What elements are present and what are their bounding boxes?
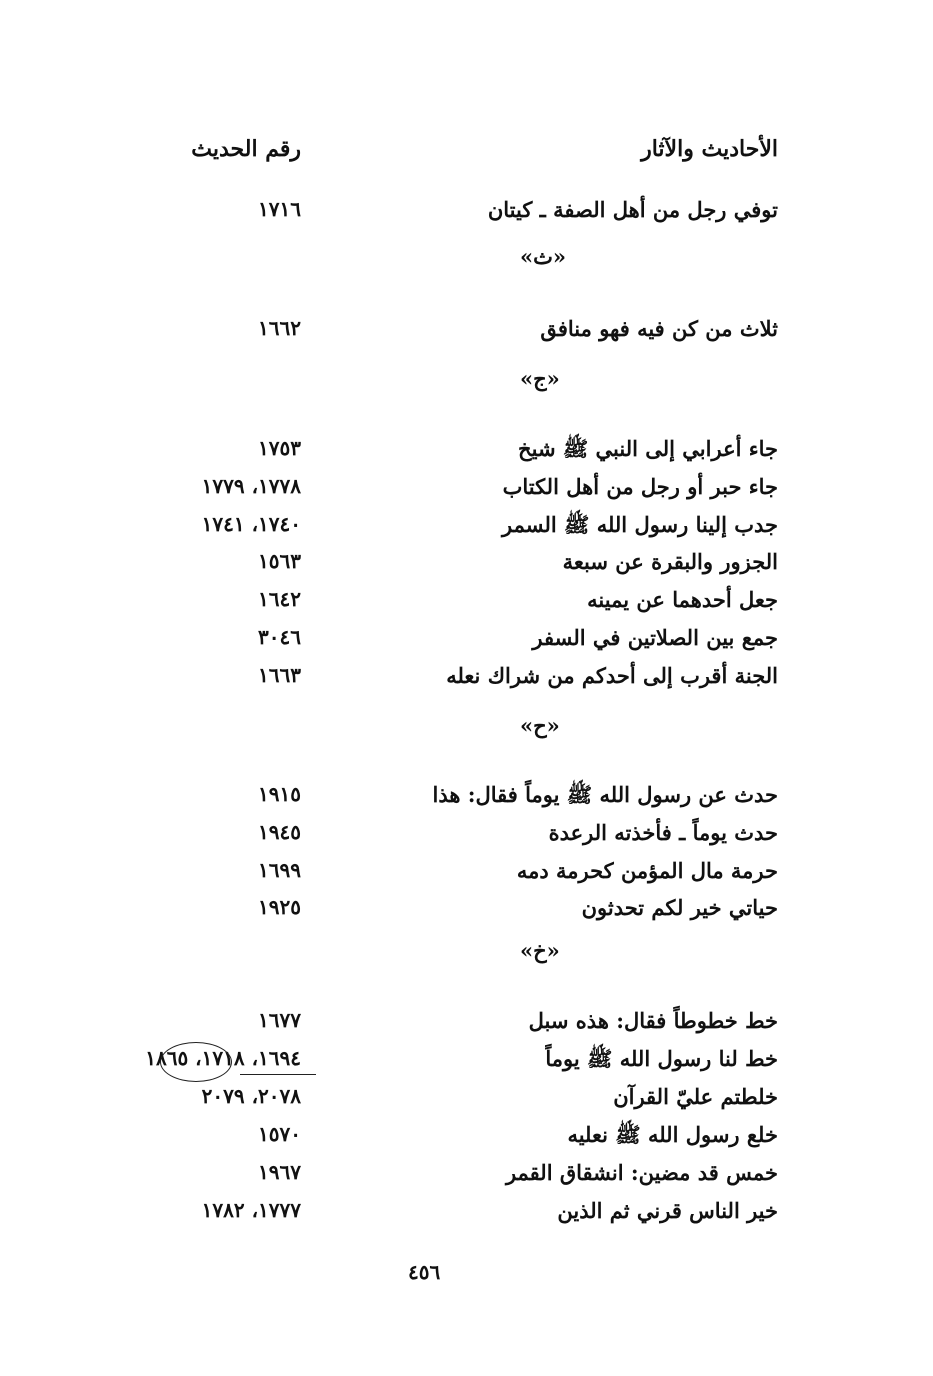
handwritten-underline-mark <box>240 1074 316 1075</box>
hadith-text: خلع رسول الله ﷺ نعليه <box>567 1122 778 1147</box>
hadith-number: ١٧٤٠، ١٧٤١ <box>201 512 301 536</box>
hadith-text: جدب إلينا رسول الله ﷺ السمر <box>502 512 778 537</box>
hadith-text: جعل أحدهما عن يمينه <box>587 587 778 612</box>
handwritten-circle-mark <box>160 1042 232 1082</box>
hadith-text: ثلاث من كن فيه فهو منافق <box>540 316 778 341</box>
hadith-text: حدث يوماً ـ فأخذته الرعدة <box>548 820 778 845</box>
hadith-text: حدث عن رسول الله ﷺ يوماً فقال: هذا <box>432 782 778 807</box>
hadith-text: خلطتم عليّ القرآن <box>613 1084 778 1109</box>
hadith-number: ١٩٢٥ <box>258 895 301 919</box>
hadith-text: خط خطوطاً فقال: هذه سبل <box>528 1008 778 1033</box>
hadith-text: جاء حبر أو رجل من أهل الكتاب <box>502 474 778 499</box>
section-letter: «ث» <box>520 244 567 269</box>
hadith-number: ٢٠٧٨، ٢٠٧٩ <box>201 1084 301 1108</box>
hadith-number: ١٦٧٧ <box>258 1008 301 1032</box>
hadith-number: ١٦٩٤، ١٧١٨، ١٨٦٥ <box>145 1046 301 1070</box>
hadith-text: خط لنا رسول الله ﷺ يوماً <box>545 1046 778 1071</box>
hadith-number: ٣٠٤٦ <box>258 625 301 649</box>
hadith-number: ١٩١٥ <box>258 782 301 806</box>
hadith-number: ١٦٩٩ <box>258 858 301 882</box>
hadith-text: حرمة مال المؤمن كحرمة دمه <box>516 858 778 883</box>
section-letter: «خ» <box>520 938 560 963</box>
hadith-number: ١٩٦٧ <box>258 1160 301 1184</box>
hadith-number: ١٦٦٢ <box>258 316 301 340</box>
section-letter: «ج» <box>520 366 560 391</box>
column-header-number: رقم الحديث <box>191 136 301 162</box>
hadith-text: حياتي خير لكم تحدثون <box>581 895 778 920</box>
hadith-number: ١٩٤٥ <box>258 820 301 844</box>
hadith-text: الجزور والبقرة عن سبعة <box>562 549 778 574</box>
section-letter: «ح» <box>520 713 560 738</box>
hadith-number: ١٧٧٧، ١٧٨٢ <box>201 1198 301 1222</box>
hadith-number: ١٥٧٠ <box>258 1122 301 1146</box>
hadith-number: ١٧٥٣ <box>258 436 301 460</box>
hadith-text: جمع بين الصلاتين في السفر <box>532 625 778 650</box>
column-header-hadiths: الأحاديث والآثار <box>641 136 778 162</box>
page-number: ٤٥٦ <box>408 1260 441 1284</box>
hadith-number: ١٦٤٢ <box>258 587 301 611</box>
hadith-number: ١٧٧٨، ١٧٧٩ <box>201 474 301 498</box>
hadith-text: الجنة أقرب إلى أحدكم من شراك نعله <box>446 663 778 688</box>
hadith-text: خمس قد مضين: انشقاق القمر <box>505 1160 778 1185</box>
hadith-number: ١٧١٦ <box>258 197 301 221</box>
hadith-number: ١٦٦٣ <box>258 663 301 687</box>
hadith-number: ١٥٦٣ <box>258 549 301 573</box>
hadith-text: جاء أعرابي إلى النبي ﷺ شيخ <box>518 436 778 461</box>
hadith-text: توفي رجل من أهل الصفة ـ كيتان <box>487 197 778 222</box>
hadith-text: خير الناس قرني ثم الذين <box>557 1198 778 1223</box>
